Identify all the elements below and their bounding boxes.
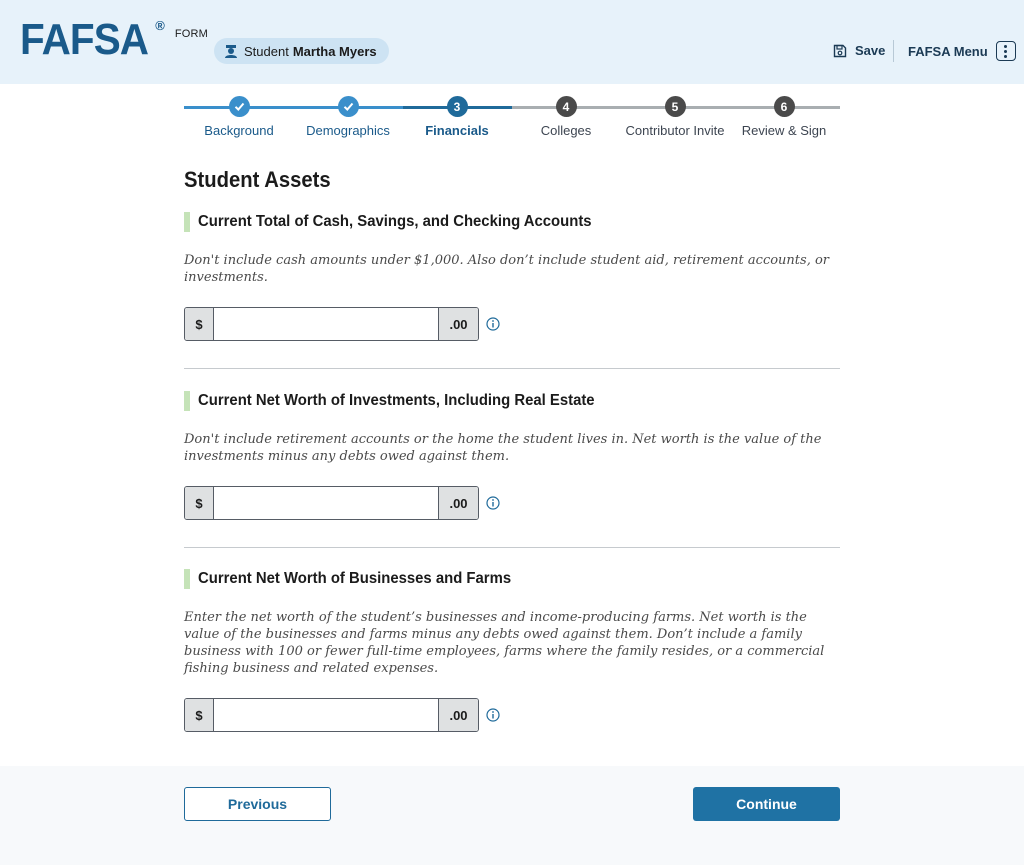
- student-badge: [214, 38, 389, 64]
- money-input-group: [184, 307, 479, 341]
- investments-input[interactable]: [214, 487, 438, 519]
- money-input-row: [184, 486, 500, 520]
- fafsa-logo[interactable]: [20, 16, 208, 64]
- fafsa-menu-button[interactable]: [908, 41, 1016, 61]
- kebab-menu-icon: [996, 41, 1016, 61]
- section-help-text: Don't include cash amounts under $1,000. Also don’t include student aid, retirement accounts, or investments.: [184, 253, 829, 285]
- info-circle-icon[interactable]: [486, 708, 500, 722]
- site-header: [0, 0, 1024, 84]
- info-circle-icon[interactable]: [486, 496, 500, 510]
- section-accent-bar: [184, 391, 190, 411]
- previous-button[interactable]: Previous: [184, 787, 331, 821]
- section-divider: [184, 547, 840, 548]
- step-background[interactable]: [184, 96, 294, 138]
- step-label: Contributor Invite: [625, 123, 725, 138]
- step-demographics[interactable]: [293, 96, 403, 138]
- logo-registered-mark: ®: [155, 18, 165, 33]
- logo-form-label: FORM: [174, 28, 209, 40]
- dollar-prefix: $: [185, 487, 214, 519]
- cash-savings-input[interactable]: [214, 308, 438, 340]
- section-title: Current Total of Cash, Savings, and Checking Accounts: [198, 213, 592, 230]
- money-input-row: [184, 698, 500, 732]
- section-heading: [184, 569, 840, 589]
- step-label: Demographics: [306, 123, 390, 138]
- step-label: Review & Sign: [741, 123, 827, 138]
- businesses-farms-section: [184, 569, 840, 734]
- cents-suffix: .00: [438, 699, 478, 731]
- section-accent-bar: [184, 212, 190, 232]
- header-divider: [893, 40, 894, 62]
- step-label: Financials: [425, 123, 489, 138]
- save-disk-icon: [833, 44, 847, 58]
- dollar-prefix: $: [185, 699, 214, 731]
- section-title: Current Net Worth of Investments, Including Real Estate: [198, 392, 595, 409]
- money-input-group: [184, 698, 479, 732]
- step-financials[interactable]: [402, 96, 512, 138]
- cents-suffix: .00: [438, 308, 478, 340]
- step-contributor-invite: [620, 96, 730, 138]
- step-number-circle: 6: [774, 96, 795, 117]
- step-number-circle: 3: [447, 96, 468, 117]
- cash-savings-section: [184, 212, 840, 352]
- step-complete-circle: [338, 96, 359, 117]
- info-circle-icon[interactable]: [486, 317, 500, 331]
- step-complete-circle: [229, 96, 250, 117]
- continue-button[interactable]: Continue: [693, 787, 840, 821]
- section-accent-bar: [184, 569, 190, 589]
- section-heading: [184, 212, 840, 232]
- section-heading: [184, 391, 840, 411]
- checkmark-icon: [343, 101, 354, 112]
- student-label: Student: [244, 43, 289, 59]
- section-title: Current Net Worth of Businesses and Farms: [198, 570, 512, 587]
- page-footer: [0, 766, 1024, 865]
- step-label: Background: [204, 123, 274, 138]
- step-review-sign: [729, 96, 839, 138]
- step-number-circle: 5: [665, 96, 686, 117]
- logo-wordmark: FAFSA: [20, 15, 149, 64]
- cents-suffix: .00: [438, 487, 478, 519]
- money-input-row: [184, 307, 500, 341]
- step-number-circle: 4: [556, 96, 577, 117]
- save-button[interactable]: [833, 43, 885, 58]
- dollar-prefix: $: [185, 308, 214, 340]
- checkmark-icon: [234, 101, 245, 112]
- student-cap-icon: [224, 44, 238, 58]
- investments-section: [184, 391, 840, 531]
- section-divider: [184, 368, 840, 369]
- save-label: Save: [855, 43, 886, 58]
- step-label: Colleges: [540, 123, 592, 138]
- progress-stepper: [184, 96, 840, 146]
- section-help-text: Don't include retirement accounts or the home the student lives in. Net worth is the value of the investments minus any debts owed against them.: [184, 432, 822, 464]
- section-help-text: Enter the net worth of the student’s businesses and income-producing farms. Net worth is the value of the businesses and farms minus any debts owed against them. Don’t include a family business with 100 or fewer full-time employees, farms where the family resides, or a commercial fishing business and related expenses.: [184, 610, 825, 676]
- menu-label: FAFSA Menu: [908, 43, 988, 59]
- page-title: Student Assets: [184, 167, 331, 192]
- student-name: Martha Myers: [292, 43, 377, 59]
- businesses-farms-input[interactable]: [214, 699, 438, 731]
- money-input-group: [184, 486, 479, 520]
- step-colleges: [511, 96, 621, 138]
